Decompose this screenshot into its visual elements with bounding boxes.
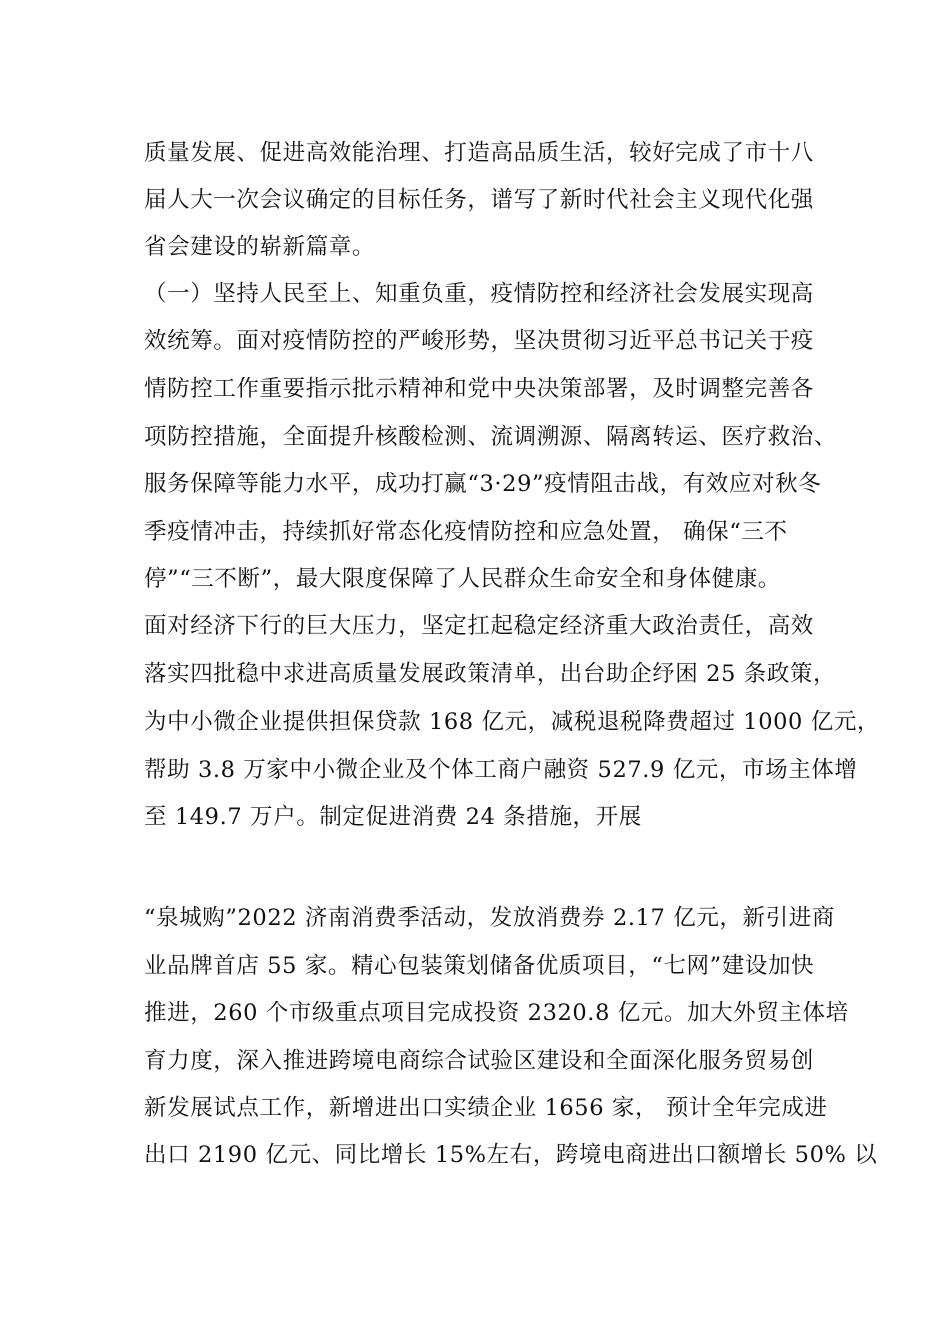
text-line: 帮助 3.8 万家中小微企业及个体工商户融资 527.9 亿元，市场主体增 [144,757,858,783]
text-line: 质量发展、促进高效能治理、打造高品质生活，较好完成了市十八 [144,140,814,166]
text-line: “泉城购”2022 济南消费季活动，发放消费券 2.17 亿元，新引进商 [144,905,835,931]
text-line: 项防控措施，全面提升核酸检测、流调溯源、隔离转运、医疗救治、 [144,424,838,450]
text-line: 育力度，深入推进跨境电商综合试验区建设和全面深化服务贸易创 [144,1048,814,1074]
text-line: 省会建设的崭新篇章。 [144,234,376,260]
text-line: 至 149.7 万户。制定促进消费 24 条措施，开展 [144,804,642,830]
text-line: 服务保障等能力水平，成功打赢“3·29”疫情阻击战，有效应对秋冬 [144,471,822,497]
text-line: 业品牌首店 55 家。精心包装策划储备优质项目，“七网”建设加快 [144,953,815,979]
text-line: 面对经济下行的巨大压力，坚定扛起稳定经济重大政治责任，高效 [144,613,814,639]
text-line: 效统筹。面对疫情防控的严峻形势，坚决贯彻习近平总书记关于疫 [144,328,814,354]
text-line: 推进，260 个市级重点项目完成投资 2320.8 亿元。加大外贸主体培 [144,1000,849,1026]
text-line: 为中小微企业提供担保贷款 168 亿元，减税退税降费超过 1000 亿元， [144,709,881,735]
text-line: 情防控工作重要指示批示精神和党中央决策部署，及时调整完善各 [144,376,814,402]
text-line: 落实四批稳中求进高质量发展政策清单，出台助企纾困 25 条政策， [144,661,837,687]
text-line: 新发展试点工作，新增进出口实绩企业 1656 家， 预计全年完成进 [144,1095,828,1121]
section-heading-line: （一）坚持人民至上、知重负重，疫情防控和经济社会发展实现高 [144,281,814,307]
text-line: 届人大一次会议确定的目标任务，谱写了新时代社会主义现代化强 [144,187,814,213]
text-line: 季疫情冲击，持续抓好常态化疫情防控和应急处置， 确保“三不 [144,519,788,545]
text-line: 停”“三不断”，最大限度保障了人民群众生命安全和身体健康。 [144,566,781,592]
text-line: 出口 2190 亿元、同比增长 15%左右，跨境电商进出口额增长 50% 以 [144,1142,878,1168]
